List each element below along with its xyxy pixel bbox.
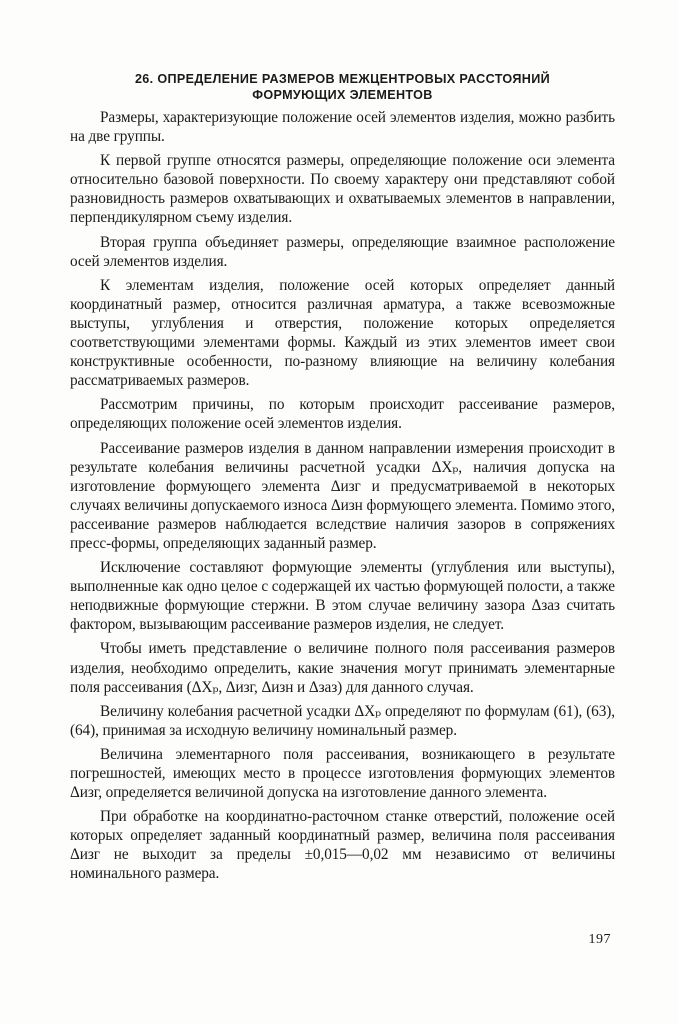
paragraph: Величину колебания расчетной усадки ΔXₚ определяют по формулам (61), (63), (64), принимая за исходную величину номинальный размер. <box>70 702 615 739</box>
paragraph: Вторая группа объединяет размеры, определяющие взаимное расположение осей элементов изделия. <box>70 233 615 270</box>
page-number: 197 <box>588 932 611 947</box>
paragraph: Чтобы иметь представление о величине полного поля рассеивания размеров изделия, необходимо определить, какие значения могут принимать элементарные поля рассеивания (ΔXₚ, Δизг, Δизн и Δзаз) для данного случая. <box>70 640 615 696</box>
paragraph: Исключение составляют формующие элементы (углубления или выступы), выполненные как одно целое с содержащей их частью формующей полости, а также неподвижные формующие стержни. В этом случае величину зазора Δзаз считать фактором, вызывающим рассеивание размеров изделия, не следует. <box>70 559 615 634</box>
paragraph: Рассмотрим причины, по которым происходит рассеивание размеров, определяющих положение осей элементов изделия. <box>70 396 615 433</box>
paragraph: К первой группе относятся размеры, определяющие положение оси элемента относительно базовой поверхности. По своему характеру они представляют собой разновидность размеров охватывающих и охватываемых элементов в направлении, перпендикулярном съему изделия. <box>70 152 615 227</box>
paragraph: Размеры, характеризующие положение осей элементов изделия, можно разбить на две группы. <box>70 109 615 146</box>
paragraph: При обработке на координатно-расточном станке отверстий, положение осей которых определяет заданный координатный размер, величина поля рассеивания Δизг не выходит за пределы ±0,015—0,02 мм независимо от величины номинального размера. <box>70 808 615 883</box>
paragraph: Величина элементарного поля рассеивания, возникающего в результате погрешностей, имеющих место в процессе изготовления формующих элементов Δизг, определяется величиной допуска на изготовление данного элемента. <box>70 745 615 802</box>
body-text <box>70 108 615 889</box>
section-heading-line-1: 26. ОПРЕДЕЛЕНИЕ РАЗМЕРОВ МЕЖЦЕНТРОВЫХ РАССТОЯНИЙ <box>134 72 551 86</box>
paragraph: К элементам изделия, положение осей которых определяет данный координатный размер, относится различная арматура, а также всевозможные выступы, углубления и отверстия, положение которых определяется соответствующими элементами формы. Каждый из этих элементов имеет свои конструктивные особенности, по-разному влияющие на величину колебания рассматриваемых размеров. <box>70 276 615 390</box>
section-heading-line-2: ФОРМУЮЩИХ ЭЛЕМЕНТОВ <box>252 88 433 102</box>
paragraph: Рассеивание размеров изделия в данном направлении измерения происходит в результате колебания величины расчетной усадки ΔXₚ, наличия допуска на изготовление формующего элемента Δизг и предусматриваемой в некоторых случаях величины допускаемого износа Δизн формующего элемента. Помимо этого, рассеивание размеров наблюдается вследствие наличия зазоров в сопряжениях пресс-формы, определяющих заданный размер. <box>70 439 615 552</box>
section-heading <box>70 71 615 103</box>
